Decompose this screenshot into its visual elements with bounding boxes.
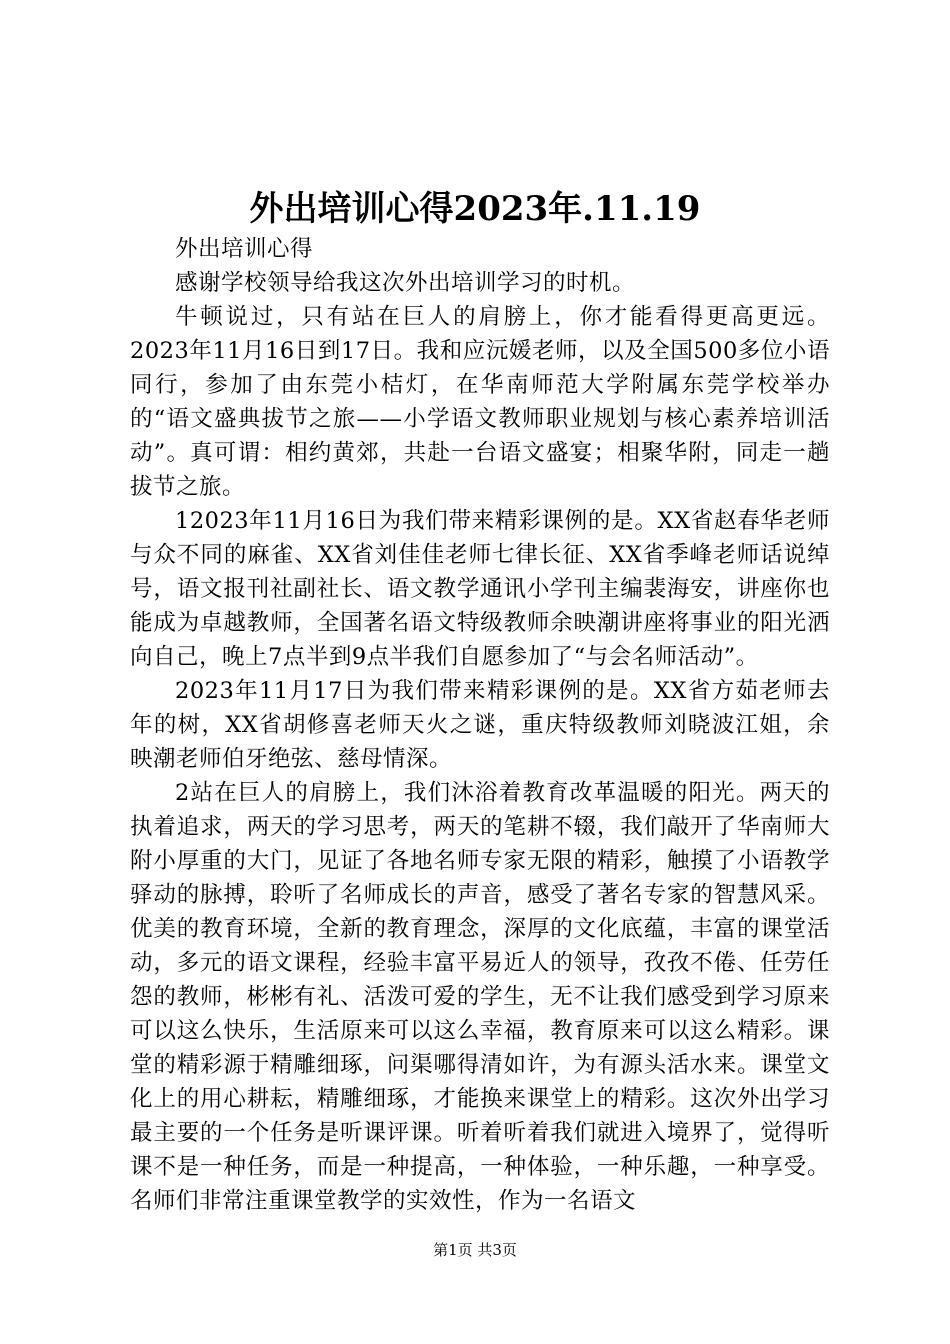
paragraph-intro: 牛顿说过，只有站在巨人的肩膀上，你才能看得更高更远。2023年11月16日到17日。我和应沅媛老师，以及全国500多位小语同行，参加了由东莞小桔灯，在华南师范大学附属东莞学校举办的“语文盛典拔节之旅——小学语文教师职业规划与核心素养培训活动”。真可谓：相约黄郊，共赴一台语文盛宴；相聚华附，同走一趟拔节之旅。 (130, 304, 830, 500)
document-body (130, 232, 830, 1218)
paragraph-subtitle: 外出培训心得 (175, 236, 314, 262)
page-footer: 第1页 共3页 (433, 1241, 517, 1259)
paragraph-reflection: 2站在巨人的肩膀上，我们沐浴着教育改革温暖的阳光。两天的执着追求，两天的学习思考，两天的笔耕不辍，我们敲开了华南师大附小厚重的大门，见证了各地名师专家无限的精彩，触摸了小语教学驿动的脉搏，聆听了名师成长的声音，感受了著名专家的智慧风采。优美的教育环境，全新的教育理念，深厚的文化底蕴，丰富的课堂活动，多元的语文课程，经验丰富平易近人的领导，孜孜不倦、任劳任怨的教师，彬彬有礼、活泼可爱的学生，无不让我们感受到学习原来可以这么快乐，生活原来可以这么幸福，教育原来可以这么精彩。课堂的精彩源于精雕细琢，问渠哪得清如许，为有源头活水来。课堂文化上的用心耕耘，精雕细琢，才能换来课堂上的精彩。这次外出学习最主要的一个任务是听课评课。听着听着我们就进入境界了，觉得听课不是一种任务，而是一种提高，一种体验，一种乐趣，一种享受。名师们非常注重课堂教学的实效性，作为一名语文 (130, 780, 830, 1214)
paragraph-day-one: 12023年11月16日为我们带来精彩课例的是。XX省赵春华老师与众不同的麻雀、XX省刘佳佳老师七律长征、XX省季峰老师话说绰号，语文报刊社副社长、语文教学通讯小学刊主编裴海安，讲座你也能成为卓越教师，全国著名语文特级教师余映潮讲座将事业的阳光洒向自己，晚上7点半到9点半我们自愿参加了“与会名师活动”。 (130, 508, 830, 670)
paragraph-thanks: 感谢学校领导给我这次外出培训学习的时机。 (175, 270, 636, 296)
document-title: 外出培训心得2023年.11.19 (249, 189, 701, 229)
paragraph-day-two: 2023年11月17日为我们带来精彩课例的是。XX省方茹老师去年的树，XX省胡修喜老师天火之谜，重庆特级教师刘晓波江姐，余映潮老师伯牙绝弦、慈母情深。 (130, 678, 830, 772)
